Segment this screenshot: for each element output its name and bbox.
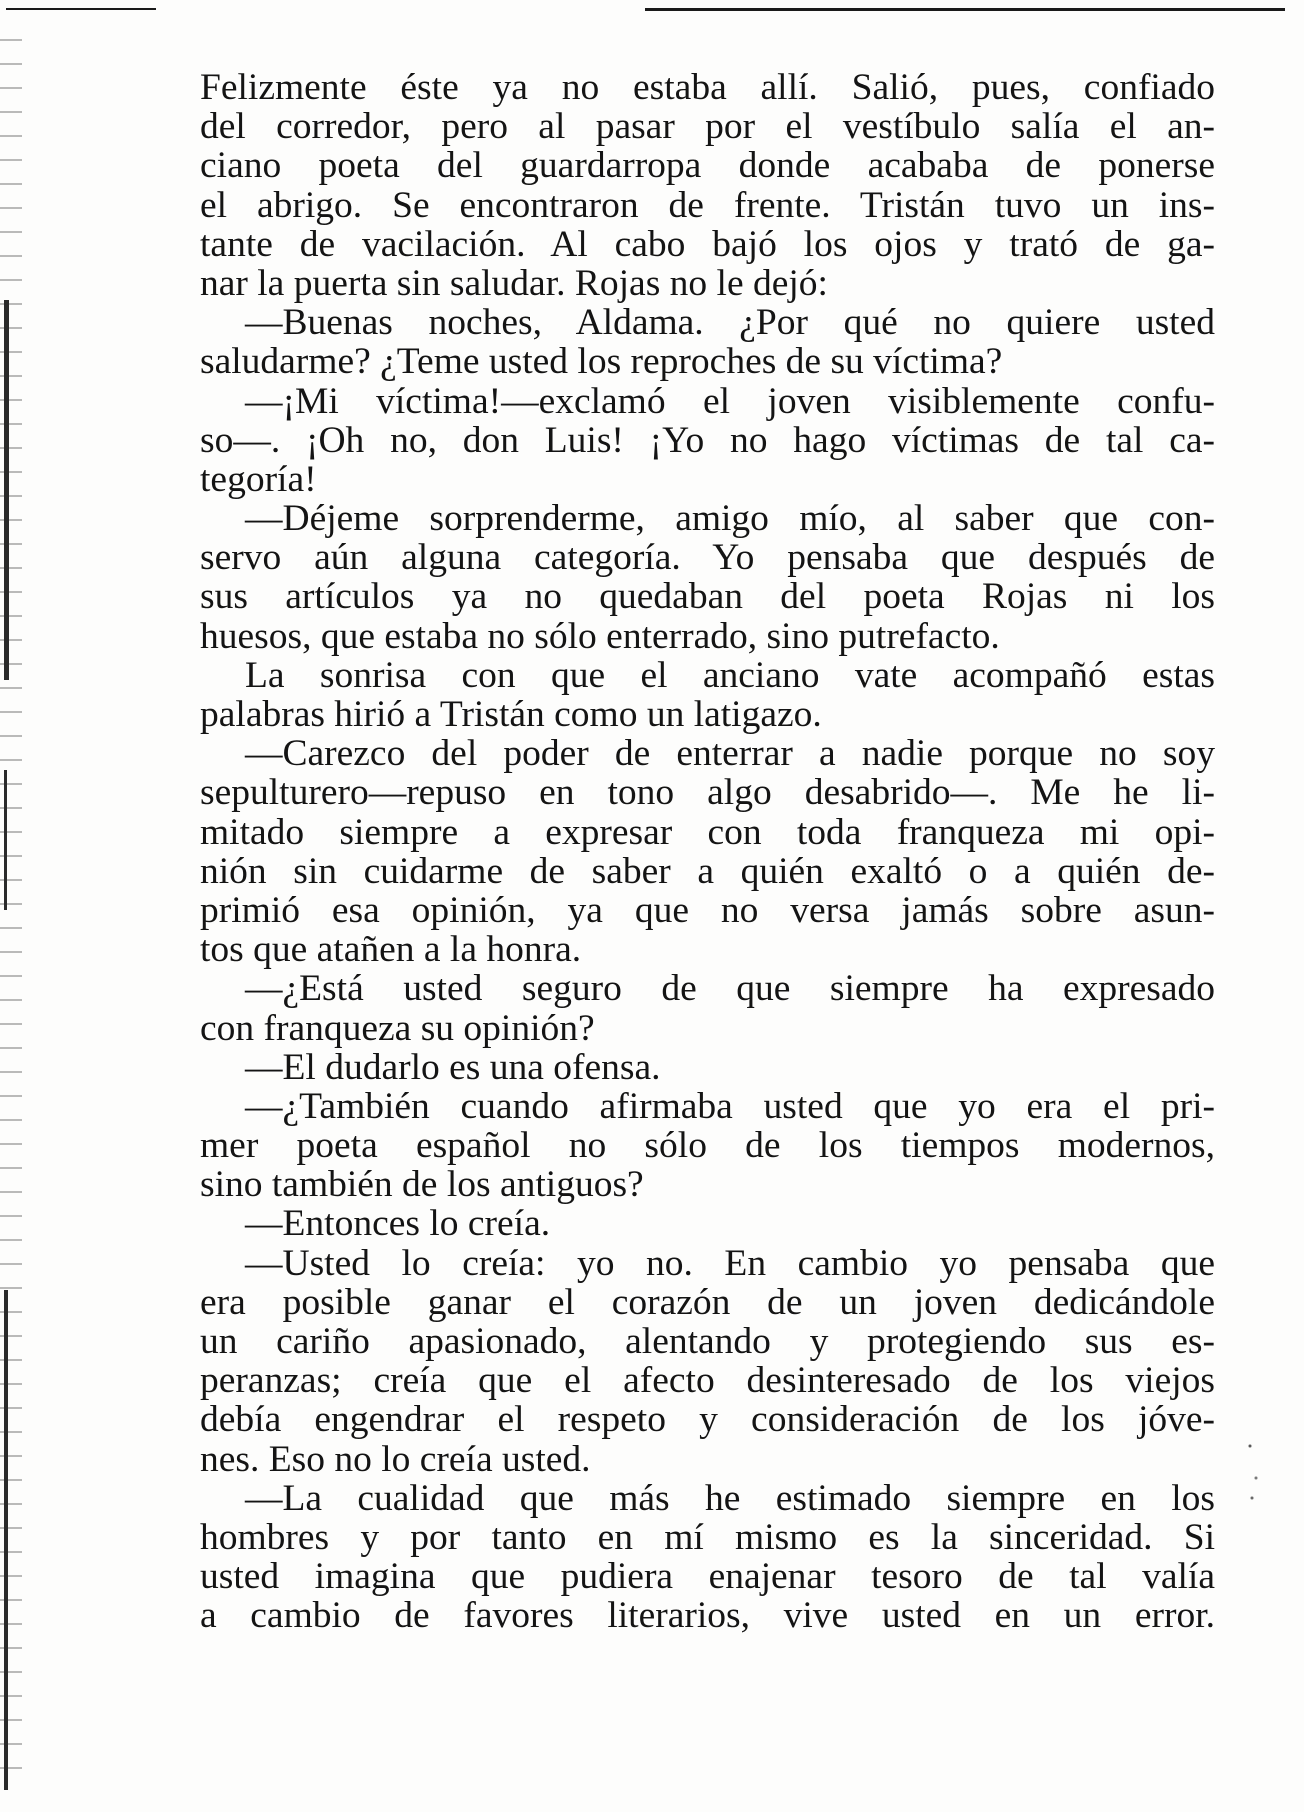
text-line: usted imagina que pudiera enajenar tesoro de tal valía [200, 1556, 1215, 1598]
text-line: —¿Está usted seguro de que siempre ha expresado [245, 968, 1215, 1010]
text-line: el abrigo. Se encontraron de frente. Tristán tuvo un ins- [200, 184, 1215, 226]
text-line: a cambio de favores literarios, vive usted en un error. [200, 1595, 1215, 1637]
margin-specks [1244, 1430, 1264, 1510]
text-line: —¡Mi víctima!—exclamó el joven visiblemente confu- [245, 380, 1215, 422]
text-line: sus artículos ya no quedaban del poeta Rojas ni los [200, 576, 1215, 618]
text-line: mitado siempre a expresar con toda franqueza mi opi- [200, 811, 1215, 853]
edge-mark [4, 770, 7, 910]
text-line: —El dudarlo es una ofensa. [245, 1046, 661, 1088]
text-line: nar la puerta sin saludar. Rojas no le dejó: [200, 262, 828, 304]
text-line: debía engendrar el respeto y consideración de los jóve- [200, 1399, 1215, 1441]
text-line: del corredor, pero al pasar por el vestíbulo salía el an- [200, 106, 1215, 148]
text-line: con franqueza su opinión? [200, 1007, 595, 1049]
body-text [200, 68, 1215, 1636]
text-line: sino también de los antiguos? [200, 1164, 644, 1206]
text-line: palabras hirió a Tristán como un latigazo. [200, 694, 822, 735]
text-line: tante de vacilación. Al cabo bajó los ojos y trató de ga- [200, 223, 1215, 265]
text-line: nes. Eso no lo creía usted. [200, 1438, 591, 1480]
text-line: huesos, que estaba no sólo enterrado, sino putrefacto. [200, 615, 1000, 657]
text-line: peranzas; creía que el afecto desinteresado de los viejos [200, 1360, 1215, 1402]
text-line: —Buenas noches, Aldama. ¿Por qué no quiere usted [245, 302, 1215, 344]
text-line: Felizmente éste ya no estaba allí. Salió, pues, confiado [200, 67, 1215, 108]
text-line: —Carezco del poder de enterrar a nadie porque no soy [245, 733, 1215, 775]
top-rule-left [6, 8, 156, 10]
text-line: era posible ganar el corazón de un joven dedicándole [200, 1281, 1215, 1323]
edge-mark [4, 1290, 8, 1790]
text-line: —¿También cuando afirmaba usted que yo era el pri- [245, 1085, 1215, 1127]
text-line: un cariño apasionado, alentando y protegiendo sus es- [200, 1321, 1215, 1362]
text-line: so—. ¡Oh no, don Luis! ¡Yo no hago víctimas de tal ca- [200, 419, 1215, 461]
text-line: hombres y por tanto en mí mismo es la sinceridad. Si [200, 1516, 1215, 1558]
text-line: —La cualidad que más he estimado siempre en los [245, 1477, 1215, 1519]
text-line: La sonrisa con que el anciano vate acompañó estas [245, 654, 1215, 696]
text-line: servo aún alguna categoría. Yo pensaba que después de [200, 537, 1215, 579]
text-line: sepulturero—repuso en tono algo desabrido—. Me he li- [200, 772, 1215, 814]
edge-mark [4, 300, 9, 680]
text-line: nión sin cuidarme de saber a quién exaltó o a quién de- [200, 850, 1215, 892]
text-line: —Entonces lo creía. [245, 1203, 551, 1245]
text-line: primió esa opinión, ya que no versa jamás sobre asun- [200, 889, 1215, 931]
text-line: —Déjeme sorprenderme, amigo mío, al saber que con- [245, 498, 1215, 540]
text-line: tegoría! [200, 458, 317, 500]
text-line: —Usted lo creía: yo no. En cambio yo pensaba que [245, 1242, 1215, 1284]
top-rule-right [645, 8, 1285, 11]
text-line: tos que atañen a la honra. [200, 929, 582, 971]
text-line: saludarme? ¿Teme usted los reproches de su víctima? [200, 341, 1003, 383]
text-line: ciano poeta del guardarropa donde acababa de ponerse [200, 145, 1215, 187]
text-line: mer poeta español no sólo de los tiempos modernos, [200, 1125, 1215, 1167]
